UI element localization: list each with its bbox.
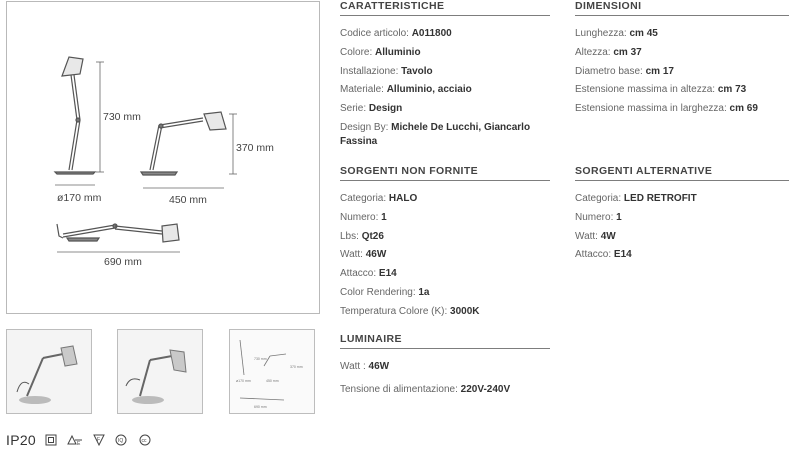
f-mark-icon bbox=[93, 434, 105, 446]
svg-text:F: F bbox=[97, 437, 101, 443]
snf-row-categoria: Categoria: HALO bbox=[340, 193, 418, 204]
spec-row-design-by: Design By: Michele De Lucchi, Giancarlo Fassina bbox=[340, 121, 531, 148]
imq-icon bbox=[114, 434, 128, 446]
sa-row-categoria: Categoria: LED RETROFIT bbox=[575, 193, 697, 204]
snf-row-temperatura: Temperatura Colore (K): 3000K bbox=[340, 305, 480, 317]
certifications-row bbox=[6, 433, 153, 447]
sorgenti-non-fornite-title: SORGENTI NON FORNITE bbox=[340, 165, 550, 181]
spec-row-codice: Codice articolo: A011800 bbox=[340, 28, 452, 39]
thumbnail-dimension-drawing[interactable] bbox=[229, 329, 315, 414]
label-690: 690 mm bbox=[104, 256, 142, 268]
lamp-upright-figure bbox=[55, 57, 95, 174]
section-sorgenti-alternative bbox=[575, 165, 789, 265]
caratteristiche-title: CARATTERISTICHE bbox=[340, 0, 550, 16]
dim-row-estensione-altezza: Estensione massima in altezza: cm 73 bbox=[575, 84, 747, 96]
spec-row-colore: Colore: Alluminio bbox=[340, 46, 421, 58]
svg-text:E: E bbox=[77, 441, 81, 446]
section-caratteristiche bbox=[340, 0, 550, 150]
snf-row-attacco: Attacco: E14 bbox=[340, 268, 397, 280]
sa-row-numero: Numero: 1 bbox=[575, 211, 622, 223]
cc-icon bbox=[137, 434, 153, 446]
svg-text:cc: cc bbox=[141, 438, 147, 444]
spec-row-installazione: Installazione: Tavolo bbox=[340, 65, 433, 77]
snf-row-numero: Numero: 1 bbox=[340, 211, 387, 223]
label-370: 370 mm bbox=[236, 142, 274, 154]
mini-label-730: 730 mm bbox=[254, 357, 267, 361]
label-730: 730 mm bbox=[103, 111, 141, 123]
snf-row-lbs: Lbs: Qt26 bbox=[340, 230, 384, 242]
class-ii-icon bbox=[45, 434, 57, 446]
spec-row-materiale: Materiale: Alluminio, acciaio bbox=[340, 84, 472, 96]
mini-label-170: ø170 mm bbox=[236, 379, 251, 383]
thumbnail-lamp-photo-angled[interactable] bbox=[117, 329, 203, 414]
luminaire-title: LUMINAIRE bbox=[340, 333, 550, 349]
lamp-extended-figure bbox=[57, 224, 179, 242]
label-450: 450 mm bbox=[169, 194, 207, 206]
dimension-drawing-svg bbox=[7, 2, 321, 315]
dimension-drawing bbox=[6, 1, 320, 314]
label-170: ø170 mm bbox=[57, 192, 102, 204]
dim-row-lunghezza: Lunghezza: cm 45 bbox=[575, 28, 658, 39]
lamp-photo-angled-image bbox=[118, 330, 203, 414]
lamp-photo-front-image bbox=[7, 330, 92, 414]
lamp-working-figure bbox=[141, 112, 226, 175]
mini-label-450: 450 mm bbox=[266, 379, 279, 383]
lum-row-watt: Watt : 46W bbox=[340, 361, 390, 372]
snf-row-color-rendering: Color Rendering: 1a bbox=[340, 286, 430, 298]
dimensioni-title: DIMENSIONI bbox=[575, 0, 789, 16]
enec-icon bbox=[66, 434, 84, 446]
lum-row-tensione: Tensione di alimentazione: 220V-240V bbox=[340, 383, 511, 395]
section-luminaire bbox=[340, 333, 550, 400]
section-dimensioni bbox=[575, 0, 789, 119]
section-sorgenti-non-fornite bbox=[340, 165, 550, 322]
thumbnail-lamp-photo-front[interactable] bbox=[6, 329, 92, 414]
dim-row-altezza: Altezza: cm 37 bbox=[575, 46, 642, 58]
svg-text:IQ: IQ bbox=[118, 438, 124, 444]
sorgenti-alternative-title: SORGENTI ALTERNATIVE bbox=[575, 165, 789, 181]
dimension-drawing-mini bbox=[230, 330, 315, 414]
snf-row-watt: Watt: 46W bbox=[340, 249, 387, 261]
mini-label-370: 370 mm bbox=[290, 365, 303, 369]
sa-row-attacco: Attacco: E14 bbox=[575, 249, 632, 261]
dim-row-estensione-larghezza: Estensione massima in larghezza: cm 69 bbox=[575, 103, 758, 115]
sa-row-watt: Watt: 4W bbox=[575, 230, 616, 242]
spec-row-serie: Serie: Design bbox=[340, 103, 403, 115]
ip-rating: IP20 bbox=[6, 432, 36, 448]
mini-label-690: 690 mm bbox=[254, 405, 267, 409]
dim-row-diametro-base: Diametro base: cm 17 bbox=[575, 65, 674, 77]
